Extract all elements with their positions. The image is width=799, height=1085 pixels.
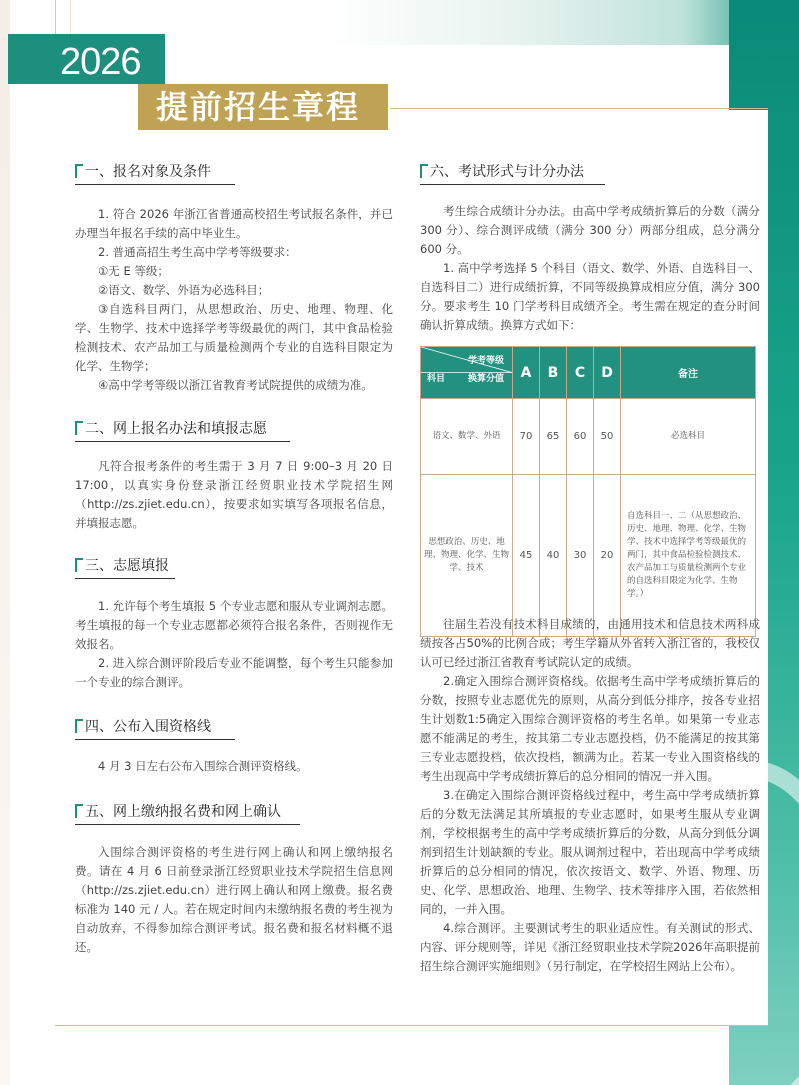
paragraph: 1. 高中学考选择 5 个科目（语文、数学、外语、自选科目一、自选科目二）进行成绩折算，不同等级换算成相应分值，满分 300 分。要求考生 10 门学考科目成绩齐全。考生需在规定的查分时间确认折算成绩。换算方式如下： — [420, 261, 760, 332]
header-grade-label: 学考等级 — [467, 356, 504, 366]
subject-cell: 语文、数学、外语 — [421, 399, 513, 475]
section-title: 五、网上缴纳报名费和网上确认 — [85, 804, 281, 820]
col-header-note: 备注 — [621, 347, 756, 399]
paragraph: 往届生若没有技术科目成绩的，由通用技术和信息技术两科成绩按各占50%的比例合成；考生学籍从外省转入浙江省的，我校仅认可已经过浙江省教育考试院认定的成绩。 — [420, 617, 760, 669]
heading-rule — [75, 184, 235, 185]
value-cell: 20 — [594, 475, 621, 637]
header-subject-label: 科目 — [427, 374, 446, 384]
section-heading-6 — [420, 163, 584, 181]
diagonal-header-cell — [421, 347, 513, 399]
paragraph: 凡符合报考条件的考生需于 3 月 7 日 9:00–3 月 20 日 17:00，以真实身份登录浙江经贸职业技术学院招生网（http://zs.zjiet.edu.cn），按要求如实填写各项报名信息，并填报志愿。 — [75, 459, 393, 530]
col-header-b: B — [540, 347, 567, 399]
heading-mark-icon — [75, 558, 83, 572]
section-title: 六、考试形式与计分办法 — [430, 164, 584, 180]
section-body-6-after — [420, 615, 760, 976]
section-body-5 — [75, 843, 393, 957]
section-title: 四、公布入围资格线 — [85, 719, 211, 735]
heading-rule — [75, 578, 175, 579]
table-row — [421, 475, 756, 637]
title-rule — [390, 108, 768, 109]
heading-rule — [420, 184, 605, 185]
table-header-row — [421, 347, 756, 399]
paragraph: 4 月 3 日左右公布入围综合测评资格线。 — [98, 759, 308, 773]
col-header-c: C — [567, 347, 594, 399]
paragraph: 考生综合成绩计分办法。由高中学考成绩折算后的分数（满分 300 分）、综合测评成绩（满分 300 分）两部分组成，总分满分 600 分。 — [420, 204, 760, 256]
value-cell: 45 — [513, 475, 540, 637]
paragraph: ④高中学考等级以浙江省教育考试院提供的成绩为准。 — [98, 378, 373, 392]
section-title: 一、报名对象及条件 — [85, 164, 211, 180]
table-row — [421, 399, 756, 475]
section-body-2 — [75, 457, 393, 533]
value-cell: 60 — [567, 399, 594, 475]
section-heading-5 — [75, 803, 281, 821]
year-label: 2026 — [60, 41, 141, 83]
heading-mark-icon — [75, 421, 83, 435]
heading-rule — [75, 739, 235, 740]
paragraph: 2. 进入综合测评阶段后专业不能调整，每个考生只能参加一个专业的综合测评。 — [75, 656, 393, 689]
subject-cell: 思想政治、历史、地理、物理、化学、生物学、技术 — [421, 475, 513, 637]
bottom-frame-line — [55, 1025, 768, 1026]
score-conversion-table — [420, 346, 756, 637]
paragraph: ②语文、数学、外语为必选科目； — [98, 283, 270, 297]
value-cell: 65 — [540, 399, 567, 475]
paragraph: 2. 普通高招生考生高中学考等级要求： — [98, 245, 297, 259]
heading-mark-icon — [75, 164, 83, 178]
section-heading-3 — [75, 557, 169, 575]
page-title: 提前招生章程 — [156, 88, 361, 126]
section-body-6-intro — [420, 202, 760, 335]
header-score-label: 换算分值 — [467, 374, 504, 384]
section-body-4 — [75, 757, 393, 776]
heading-rule — [75, 824, 300, 825]
section-heading-1 — [75, 163, 211, 181]
value-cell: 40 — [540, 475, 567, 637]
paragraph: 入围综合测评资格的考生进行网上确认和网上缴纳报名费。请在 4 月 6 日前登录浙江经贸职业技术学院招生信息网（http://zs.zjiet.edu.cn）进行网上确认和网上缴费。报名费标准为 140 元 / 人。若在规定时间内未缴纳报名费的考生视为自动放弃，不得参加综合测评考试。报名费和报名材料概不退还。 — [75, 845, 393, 954]
value-cell: 50 — [594, 399, 621, 475]
heading-mark-icon — [75, 719, 83, 733]
section-heading-4 — [75, 718, 211, 736]
col-header-a: A — [513, 347, 540, 399]
remark-cell: 必选科目 — [621, 399, 756, 475]
section-heading-2 — [75, 420, 267, 438]
remark-cell: 自选科目一、二（从思想政治、历史、地理、物理、化学、生物学、技术中选择学考等级最优的两门，其中食品检验检测技术、农产品加工与质量检测两个专业的自选科目限定为化学、生物学。） — [621, 475, 756, 637]
paragraph: ①无 E 等级； — [98, 264, 169, 278]
heading-mark-icon — [420, 164, 428, 178]
col-header-d: D — [594, 347, 621, 399]
paragraph: 2.确定入围综合测评资格线。依据考生高中学考成绩折算后的分数，按照专业志愿优先的原则，从高分到低分排序，按各专业招生计划数1:5确定入围综合测评资格的考生名单。如果第一专业志愿不能满足的考生，按其第二专业志愿投档，仍不能满足的按其第三专业志愿投档，依次投档，额满为止。若某一专业入围资格线的考生出现高中学考成绩折算后的总分相同的情况一并入围。 — [420, 674, 760, 783]
section-body-1 — [75, 205, 393, 395]
left-decor-strip — [0, 0, 10, 1085]
paragraph: 3.在确定入围综合测评资格线过程中，考生高中学考成绩折算后的分数无法满足其所填报的专业志愿时，如果考生服从专业调剂，学校根据考生的高中学考成绩折算后的分数，从高分到低分调剂到招生计划缺额的专业。服从调剂过程中，若出现高中学考成绩折算后的总分相同的情况，依次按语文、数学、外语、物理、历史、化学、思想政治、地理、生物学、技术等排序入围，若依然相同的，一并入围。 — [420, 788, 760, 916]
heading-rule — [75, 441, 290, 442]
paragraph: 1. 符合 2026 年浙江省普通高校招生考试报名条件，并已办理当年报名手续的高中毕业生。 — [75, 207, 393, 240]
value-cell: 30 — [567, 475, 594, 637]
paragraph: 1. 允许每个考生填报 5 个专业志愿和服从专业调剂志愿。考生填报的每一个专业志愿都必须符合报名条件，否则视作无效报名。 — [75, 599, 393, 651]
paragraph: ③自选科目两门，从思想政治、历史、地理、物理、化学、生物学、技术中选择学考等级最优的两门，其中食品检验检测技术、农产品加工与质量检测两个专业的自选科目限定为化学、生物学； — [75, 302, 393, 373]
paragraph: 4.综合测评。主要测试考生的职业适应性。有关测试的形式、内容、评分规则等，详见《浙江经贸职业技术学院2026年高职提前招生综合测评实施细则》（另行制定，在学校招生网站上公布）。 — [420, 921, 760, 973]
section-title: 三、志愿填报 — [85, 558, 169, 574]
section-title: 二、网上报名办法和填报志愿 — [85, 421, 267, 437]
value-cell: 70 — [513, 399, 540, 475]
heading-mark-icon — [75, 804, 83, 818]
section-body-3 — [75, 597, 393, 692]
